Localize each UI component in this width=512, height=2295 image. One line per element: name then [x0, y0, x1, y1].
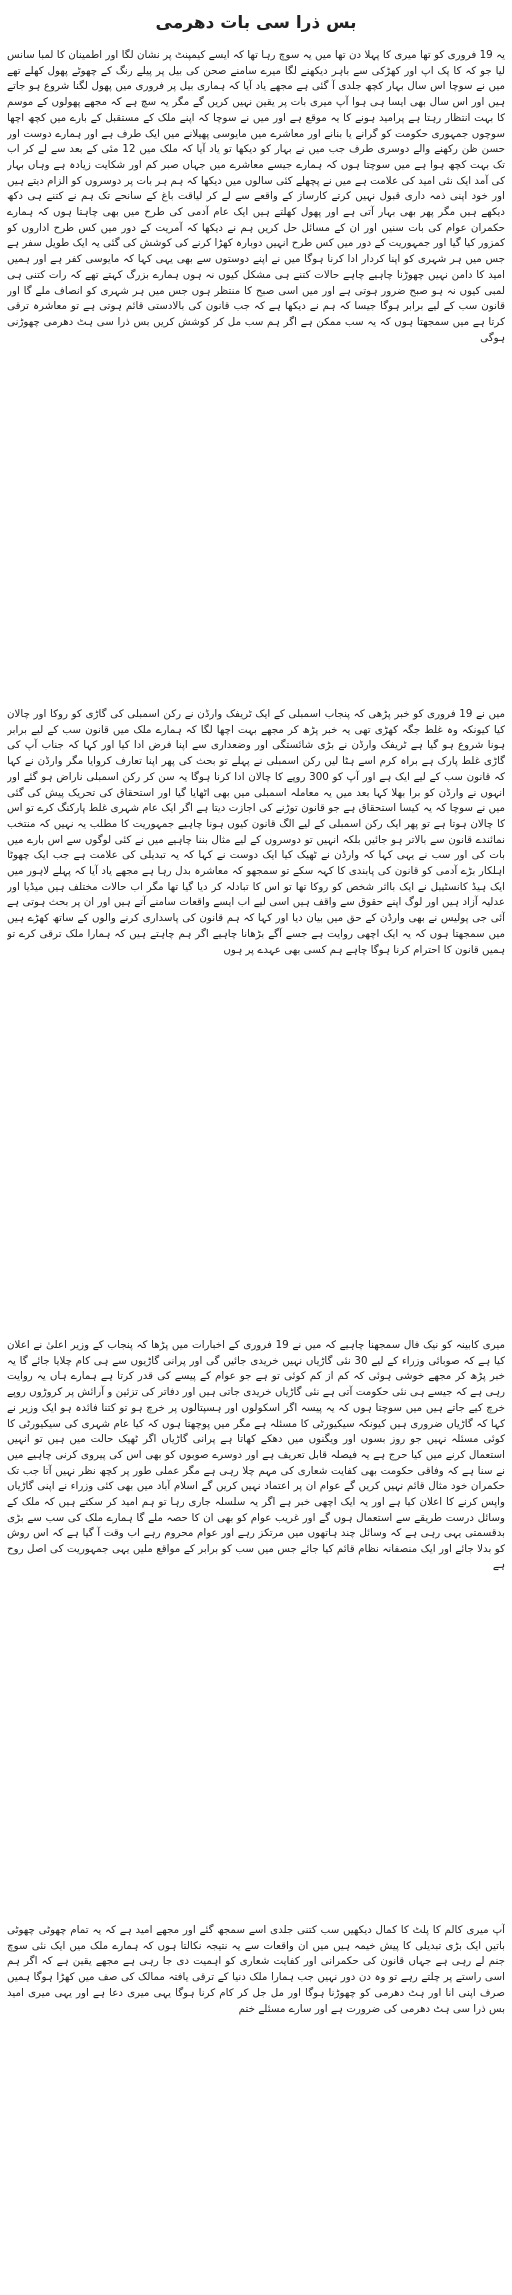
article-paragraph: یہ 19 فروری کو تھا میری کا پہلا دن تھا میں یہ سوچ رہا تھا کہ ایسے کیمپنٹ پر نشان لگا اور اطمینان کا لمبا سانس لیا جو کہ کا پک اپ اور کھڑکی سے باہر دیکھنے لگا میرے سامنے صحن کی بیل پر پیلے رنگ کے چھوٹے پھول کھلے تھے میں نے سوچا اس سال بہار کچھ جلدی آ گئی ہے مجھے یاد آیا کہ ہماری بیل پر فروری میں پھول لگنا شروع ہو جاتے ہیں اور اس سال بھی ایسا ہی ہوا آپ میری بات پر یقین نہیں کریں گے مگر یہ سچ ہے کہ مجھے پھولوں کے موسم کا بہت انتظار رہتا ہے پرامید ہونے کا یہ موقع ہے اور میں نے سوچا کہ اپنے ملک کے مستقبل کے بارے میں کچھ اچھا سوچوں جمہوری حکومت کو گرانے یا بنانے اور معاشرے میں مایوسی پھیلانے میں ایک طرف ہے اور ہمارے دوست اور حسن ظن رکھنے والے دوسری طرف جب میں نے بہار کو دیکھا تو یاد آیا کہ ملک میں 12 مئی کے بعد سے لے کر اب تک بہت کچھ ہوا ہے میں سوچتا ہوں کہ ہمارے جیسے معاشرے میں جہاں صبر کم اور شکایت زیادہ ہے وہاں بہار کی آمد ایک نئی امید کی علامت ہے میں نے پچھلے کئی سالوں میں دیکھا کہ ہم ہر بات پر دوسروں کو الزام دیتے ہیں اور خود اپنی ذمہ داری قبول نہیں کرتے کارساز کے واقعے سے لے کر لیاقت باغ کے سانحے تک ہم نے کتنے ہی دکھ دیکھے ہیں مگر پھر بھی بہار آتی ہے اور پھول کھلتے ہیں ایک عام آدمی کی طرح میں بھی چاہتا ہوں کہ ہمارے حکمران عوام کی بات سنیں اور ان کے مسائل حل کریں ہم نے دیکھا کہ آمریت کے دور میں کس طرح اداروں کو کمزور کیا گیا اور جمہوریت کے دور میں کس طرح انہیں دوبارہ کھڑا کرنے کی کوشش کی گئی یہ ایک طویل سفر ہے جس میں ہر شہری کو اپنا کردار ادا کرنا ہوگا میں نے اپنے دوستوں سے بھی یہی کہا کہ مایوسی کفر ہے اور ہمیں امید کا دامن نہیں چھوڑنا چاہیے چاہے حالات کتنے ہی مشکل کیوں نہ ہوں ہمارے بزرگ کہتے تھے کہ رات کتنی ہی لمبی کیوں نہ ہو صبح ضرور ہوتی ہے اور میں اسی صبح کا منتظر ہوں جس میں ہر شہری کو انصاف ملے گا اور قانون سب کے لیے برابر ہوگا جیسا کہ ہم نے دیکھا ہے کہ جب قانون کی بالادستی قائم ہوتی ہے تو معاشرہ ترقی کرتا ہے میں سمجھتا ہوں کہ یہ سب ممکن ہے اگر ہم سب مل کر کوشش کریں بس ذرا سی ہٹ دھرمی چھوڑنی ہوگی [7, 49, 505, 344]
article-paragraph: میں نے 19 فروری کو خبر پڑھی کہ پنجاب اسمبلی کے ایک ٹریفک وارڈن نے رکن اسمبلی کی گاڑی کو روکا اور چالان کیا کیونکہ وہ غلط جگہ کھڑی تھی یہ خبر پڑھ کر مجھے بہت اچھا لگا کہ ہمارے ملک میں قانون سب کے لیے برابر ہونا شروع ہو گیا ہے ٹریفک وارڈن نے بڑی شائستگی اور وضعداری سے اپنا فرض ادا کیا اور کہا کہ جناب آپ کی گاڑی غلط پارک ہے براہ کرم اسے ہٹا لیں رکن اسمبلی نے پہلے تو بحث کی پھر اپنا تعارف کروایا مگر وارڈن نے کہا کہ قانون سب کے لیے ایک ہے اور آپ کو 300 روپے کا چالان ادا کرنا ہوگا یہ سن کر رکن اسمبلی ناراض ہو گئے اور انہوں نے وارڈن کو برا بھلا کہا بعد میں یہ معاملہ اسمبلی میں بھی اٹھایا گیا اور استحقاق کی تحریک پیش کی گئی میں نے سوچا کہ یہ کیسا استحقاق ہے جو قانون توڑنے کی اجازت دیتا ہے اگر ایک عام شہری غلط پارکنگ کرے تو اس کا چالان ہوتا ہے تو پھر ایک رکن اسمبلی کے لیے الگ قانون کیوں ہونا چاہیے جمہوریت کا مطلب یہ نہیں کہ منتخب نمائندے قانون سے بالاتر ہو جائیں بلکہ انہیں تو دوسروں کے لیے مثال بننا چاہیے میں نے کئی لوگوں سے اس بارے میں بات کی اور سب نے یہی کہا کہ وارڈن نے ٹھیک کیا ایک دوست نے کہا کہ یہ تبدیلی کی علامت ہے جب ایک چھوٹا اہلکار بڑے آدمی کو قانون کی پابندی کا کہہ سکے تو سمجھو کہ معاشرہ بدل رہا ہے مجھے یاد آیا کہ پہلے لاہور میں ایک ہیڈ کانسٹیبل نے ایک بااثر شخص کو روکا تھا تو اس کا تبادلہ کر دیا گیا تھا مگر اب حالات مختلف ہیں میڈیا اور عدلیہ آزاد ہیں اور لوگ اپنے حقوق سے واقف ہیں اسی لیے اب ایسے واقعات سامنے آتے ہیں اور ان پر بحث ہوتی ہے آئی جی پولیس نے بھی وارڈن کے حق میں بیان دیا اور کہا کہ ہم قانون کی پاسداری کرنے والوں کے ساتھ کھڑے ہیں میں سمجھتا ہوں کہ یہ ایک اچھی روایت ہے جسے آگے بڑھانا چاہیے اگر ہم چاہتے ہیں کہ ہمارا ملک ترقی کرے تو ہمیں قانون کا احترام کرنا ہوگا چاہے ہم کسی بھی عہدے پر ہوں [7, 708, 505, 956]
article-title: بس ذرا سی بات دھرمی [155, 13, 357, 33]
article-paragraph: آپ میری کالم کا پلٹ کا کمال دیکھیں سب کتنی جلدی اسے سمجھ گئے اور مجھے امید ہے کہ یہ تمام چھوٹی چھوٹی باتیں ایک بڑی تبدیلی کا پیش خیمہ ہیں میں ان واقعات سے یہ نتیجہ نکالتا ہوں کہ ہمارے ملک میں ایک نئی سوچ جنم لے رہی ہے جہاں قانون کی حکمرانی اور کفایت شعاری کو اہمیت دی جا رہی ہے مجھے یقین ہے کہ اگر ہم اسی راستے پر چلتے رہے تو وہ دن دور نہیں جب ہمارا ملک دنیا کے ترقی یافتہ ممالک کی صف میں کھڑا ہوگا ہمیں صرف اپنی انا اور ہٹ دھرمی کو چھوڑنا ہوگا اور مل جل کر کام کرنا ہوگا یہی میری دعا ہے اور یہی میری امید بس ذرا سی ہٹ دھرمی کی ضرورت ہے اور سارے مسئلے ختم [7, 1924, 505, 2015]
article-paragraph: میری کابینہ کو نیک فال سمجھنا چاہیے کہ میں نے 19 فروری کے اخبارات میں پڑھا کہ پنجاب کے وزیر اعلیٰ نے اعلان کیا ہے کہ صوبائی وزراء کے لیے 30 نئی گاڑیاں نہیں خریدی جائیں گی اور پرانی گاڑیوں سے ہی کام چلایا جائے گا یہ خبر پڑھ کر مجھے خوشی ہوئی کہ کم از کم کوئی تو ہے جو عوام کے پیسے کی قدر کرتا ہے ہمارے ہاں یہ روایت رہی ہے کہ جیسے ہی نئی حکومت آتی ہے نئی گاڑیاں خریدی جاتی ہیں اور دفاتر کی تزئین و آرائش پر کروڑوں روپے خرچ کیے جاتے ہیں میں سوچتا ہوں کہ یہ پیسہ اگر اسکولوں اور ہسپتالوں پر خرچ ہو تو کتنا فائدہ ہو ایک وزیر نے کہا کہ گاڑیاں ضروری ہیں کیونکہ سیکیورٹی کا مسئلہ ہے مگر میں پوچھتا ہوں کہ کیا عام شہری کی سیکیورٹی کا کوئی مسئلہ نہیں جو روز بسوں اور ویگنوں میں دھکے کھاتا ہے پرانی گاڑیاں اگر ٹھیک حالت میں ہیں تو انہیں استعمال کرنے میں کیا حرج ہے یہ فیصلہ قابل تعریف ہے اور دوسرے صوبوں کو بھی اس کی پیروی کرنی چاہیے میں نے سنا ہے کہ وفاقی حکومت بھی کفایت شعاری کی مہم چلا رہی ہے مگر عملی طور پر کچھ نظر نہیں آتا جب تک حکمران خود مثال قائم نہیں کریں گے عوام ان پر اعتماد نہیں کریں گے اسلام آباد میں بھی کئی وزراء نے اپنی گاڑیاں واپس کرنے کا اعلان کیا ہے اور یہ ایک اچھی خبر ہے اگر یہ سلسلہ جاری رہا تو ہم امید کر سکتے ہیں کہ ملک کے وسائل درست طریقے سے استعمال ہوں گے اور غریب عوام کو بھی ان کا حصہ ملے گا ہمارے ملک کی سب سے بڑی بدقسمتی یہی رہی ہے کہ وسائل چند ہاتھوں میں مرتکز رہے اور عوام محروم رہے اب وقت آ گیا ہے کہ اس روش کو بدلا جائے اور ایک منصفانہ نظام قائم کیا جائے جس میں سب کو برابر کے مواقع ملیں یہی جمہوریت کی اصل روح ہے [7, 1339, 505, 1571]
article-body [7, 48, 505, 2288]
